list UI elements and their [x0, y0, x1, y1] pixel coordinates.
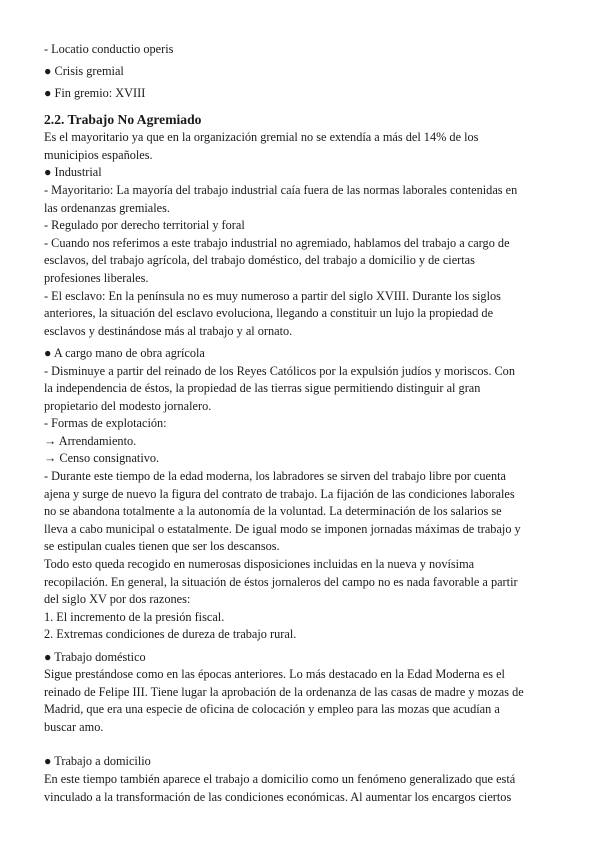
text-line: recopilación. En general, la situación de éstos jornaleros del campo no es nada favorable a partir [44, 574, 518, 589]
text-line: - Mayoritario: La mayoría del trabajo industrial caía fuera de las normas laborales contenidas en [44, 183, 518, 198]
text-line: Sigue prestándose como en las épocas anteriores. Lo más destacado en la Edad Moderna es el [44, 667, 505, 682]
paragraph-domicilio [44, 753, 558, 806]
bullet-agricola: ● A cargo mano de obra agrícola [44, 345, 205, 360]
text-line: no se abandona totalmente a la autonomía de la voluntad. La determinación de los salarios se [44, 504, 502, 519]
bullet-industrial: ● Industrial [44, 165, 102, 180]
paragraph-agricola [44, 345, 558, 644]
text-line: Es el mayoritario ya que en la organización gremial no se extendía a más del 14% de los [44, 130, 479, 145]
list-item-locatio: - Locatio conductio operis [44, 42, 174, 56]
text-line: Madrid, que era una especie de oficina de colocación y empleo para las mozas que acudían a [44, 702, 500, 717]
text-line: ajena y surge de nuevo la figura del contrato de trabajo. La fijación de las condiciones laborales [44, 486, 515, 501]
text-line: - El esclavo: En la península no es muy numeroso a partir del siglo XVIII. Durante los siglos [44, 288, 501, 303]
text-line: se estipulan cuales tienen que ser los descansos. [44, 539, 280, 554]
text-line: 1. El incremento de la presión fiscal. [44, 609, 225, 624]
text-line: vinculado a la transformación de las condiciones económicas. Al aumentar los encargos ciertos [44, 789, 512, 804]
text-line: reinado de Felipe III. Tiene lugar la aprobación de la ordenanza de las casas de madre y mozas de [44, 684, 524, 699]
text-line: - Regulado por derecho territorial y foral [44, 218, 245, 233]
text-line: la independencia de éstos, la propiedad de las tierras sigue permitiendo distinguir al gran [44, 381, 481, 396]
text-line: municipios españoles. [44, 147, 153, 162]
paragraph-domestico [44, 649, 558, 737]
text-line: las ordenanzas gremiales. [44, 200, 170, 215]
text-line: - Durante este tiempo de la edad moderna, los labradores se sirven del trabajo libre por cuenta [44, 469, 506, 484]
text-line: - Cuando nos referimos a este trabajo industrial no agremiado, hablamos del trabajo a cargo de [44, 235, 510, 250]
text-line: Todo esto queda recogido en numerosas disposiciones incluidas en la nueva y novísima [44, 557, 475, 572]
text-line: → Arrendamiento. [44, 433, 137, 448]
text-line: - Disminuye a partir del reinado de los Reyes Católicos por la expulsión judíos y moriscos. Con [44, 363, 515, 378]
text-line: del siglo XV por dos razones: [44, 592, 191, 607]
text-line: lleva a cabo municipal o estatalmente. De igual modo se imponen jornadas máximas de trabajo y [44, 521, 521, 536]
text-line: anteriores, la situación del esclavo evoluciona, llegando a constituir un lujo la propiedad de [44, 306, 494, 321]
text-line: profesiones liberales. [44, 271, 149, 286]
text-line: 2. Extremas condiciones de dureza de trabajo rural. [44, 627, 297, 642]
text-line: En este tiempo también aparece el trabajo a domicilio como un fenómeno generalizado que está [44, 772, 516, 787]
text-line: buscar amo. [44, 719, 104, 734]
section-heading: 2.2. Trabajo No Agremiado [44, 112, 202, 128]
list-item-fin-gremio: ● Fin gremio: XVIII [44, 86, 146, 101]
document-body [44, 41, 558, 806]
text-line: → Censo consignativo. [44, 451, 160, 466]
text-line: esclavos y destinándose más al trabajo y al ornato. [44, 323, 293, 338]
text-line: propietario del modesto jornalero. [44, 398, 212, 413]
text-line: - Formas de explotación: [44, 416, 167, 431]
bullet-domicilio: ● Trabajo a domicilio [44, 754, 151, 769]
list-item-crisis-gremial: ● Crisis gremial [44, 64, 124, 79]
bullet-domestico: ● Trabajo doméstico [44, 649, 146, 664]
text-line: esclavos, del trabajo agrícola, del trabajo doméstico, del trabajo a domicilio y de ciertas [44, 253, 475, 268]
paragraph-industrial [44, 129, 558, 340]
